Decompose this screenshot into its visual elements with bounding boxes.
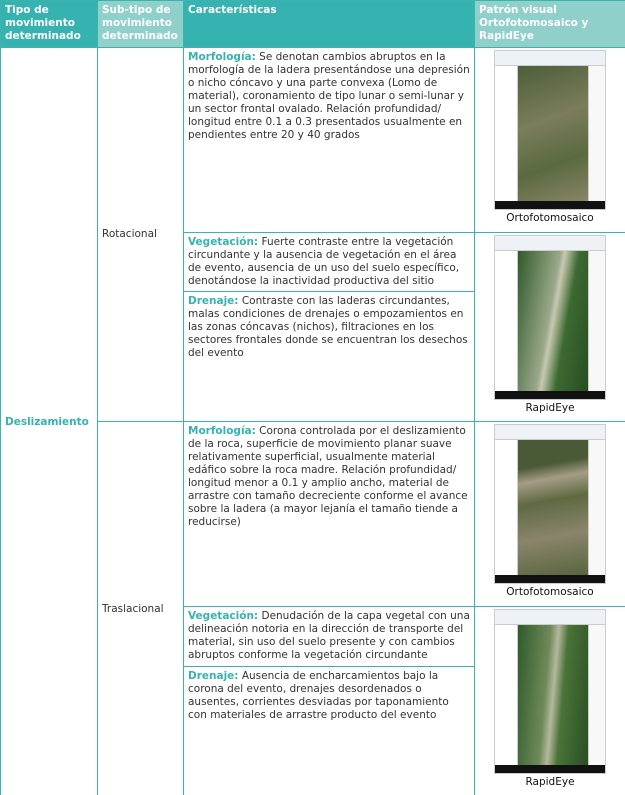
- ortofoto-cell: [475, 48, 625, 233]
- morfologia-cell: [184, 48, 475, 233]
- rapideye-image: [494, 609, 606, 774]
- header-caracteristicas: Características: [184, 1, 475, 48]
- vegetacion-text: Denudación de la capa vegetal con una delineación notoria en la dirección de transporte del material, sin uso del suelo presente y con cambios abruptos conforme la vegetación circundante: [188, 610, 470, 661]
- header-tipo: Tipo de movimiento determinado: [1, 1, 98, 48]
- morfologia-text: Corona controlada por el deslizamiento de la roca, superficie de movimiento planar suave relativamente superficial, usualmente material edáfico sobre la roca madre. Relación profundidad/ longitud menor a 0.1 y amplio ancho, material de arrastre con tamaño decreciente conforme el avance sobre la ladera (a mayor lejanía el tamaño tiende a reducirse): [188, 425, 468, 528]
- vegetacion-text: Fuerte contraste entre la vegetación circundante y la ausencia de vegetación en el área de evento, ausencia de un uso del suelo específico, denotándose la inactividad productiva del sitio: [188, 236, 460, 287]
- rapideye-caption: RapidEye: [525, 402, 575, 414]
- table-row: [1, 48, 625, 233]
- drenaje-text: Ausencia de encharcamientos bajo la corona del evento, drenajes desordenados o ausentes, corrientes desviadas por taponamiento con materiales de arrastre producto del evento: [188, 670, 449, 721]
- subtipo-cell: Traslacional: [98, 422, 184, 795]
- vegetacion-label: Vegetación:: [188, 236, 259, 248]
- subtipo-cell: Rotacional: [98, 48, 184, 422]
- header-patron: Patrón visual Ortofotomosaico y RapidEye: [475, 1, 625, 48]
- morfologia-label: Morfología:: [188, 51, 256, 63]
- tipo-cell: Deslizamiento: [1, 48, 98, 795]
- ortofoto-image: [494, 424, 606, 584]
- rapideye-cell: [475, 233, 625, 422]
- vegetacion-label: Vegetación:: [188, 610, 259, 622]
- header-subtipo: Sub-tipo de movimiento determinado: [98, 1, 184, 48]
- morfologia-text: Se denotan cambios abruptos en la morfología de la ladera presentándose una depresión o nicho cóncavo y una parte convexa (Lomo de material), coronamiento de tipo lunar o semi-lunar y un sector frontal ovalado. Relación profundidad/ longitud entre 0.1 a 0.3 presentados usualmente en pendientes entre 20 y 40 grados: [188, 51, 470, 141]
- drenaje-label: Drenaje:: [188, 295, 239, 307]
- ortofoto-cell: [475, 422, 625, 607]
- rapideye-image: [494, 235, 606, 400]
- vegetacion-cell: [184, 233, 475, 292]
- morfologia-label: Morfología:: [188, 425, 256, 437]
- header-row: [1, 1, 625, 48]
- drenaje-cell: [184, 292, 475, 422]
- rapideye-cell: [475, 607, 625, 795]
- drenaje-cell: [184, 667, 475, 795]
- ortofoto-image: [494, 50, 606, 210]
- ortofoto-caption: Ortofotomosaico: [506, 586, 594, 598]
- ortofoto-caption: Ortofotomosaico: [506, 212, 594, 224]
- morfologia-cell: [184, 422, 475, 607]
- rapideye-caption: RapidEye: [525, 776, 575, 788]
- drenaje-label: Drenaje:: [188, 670, 239, 682]
- vegetacion-cell: [184, 607, 475, 667]
- drenaje-text: Contraste con las laderas circundantes, malas condiciones de drenajes o empozamientos en las zonas cóncavas (nichos), filtraciones en los sectores frontales donde se encuentran los desechos del evento: [188, 295, 468, 359]
